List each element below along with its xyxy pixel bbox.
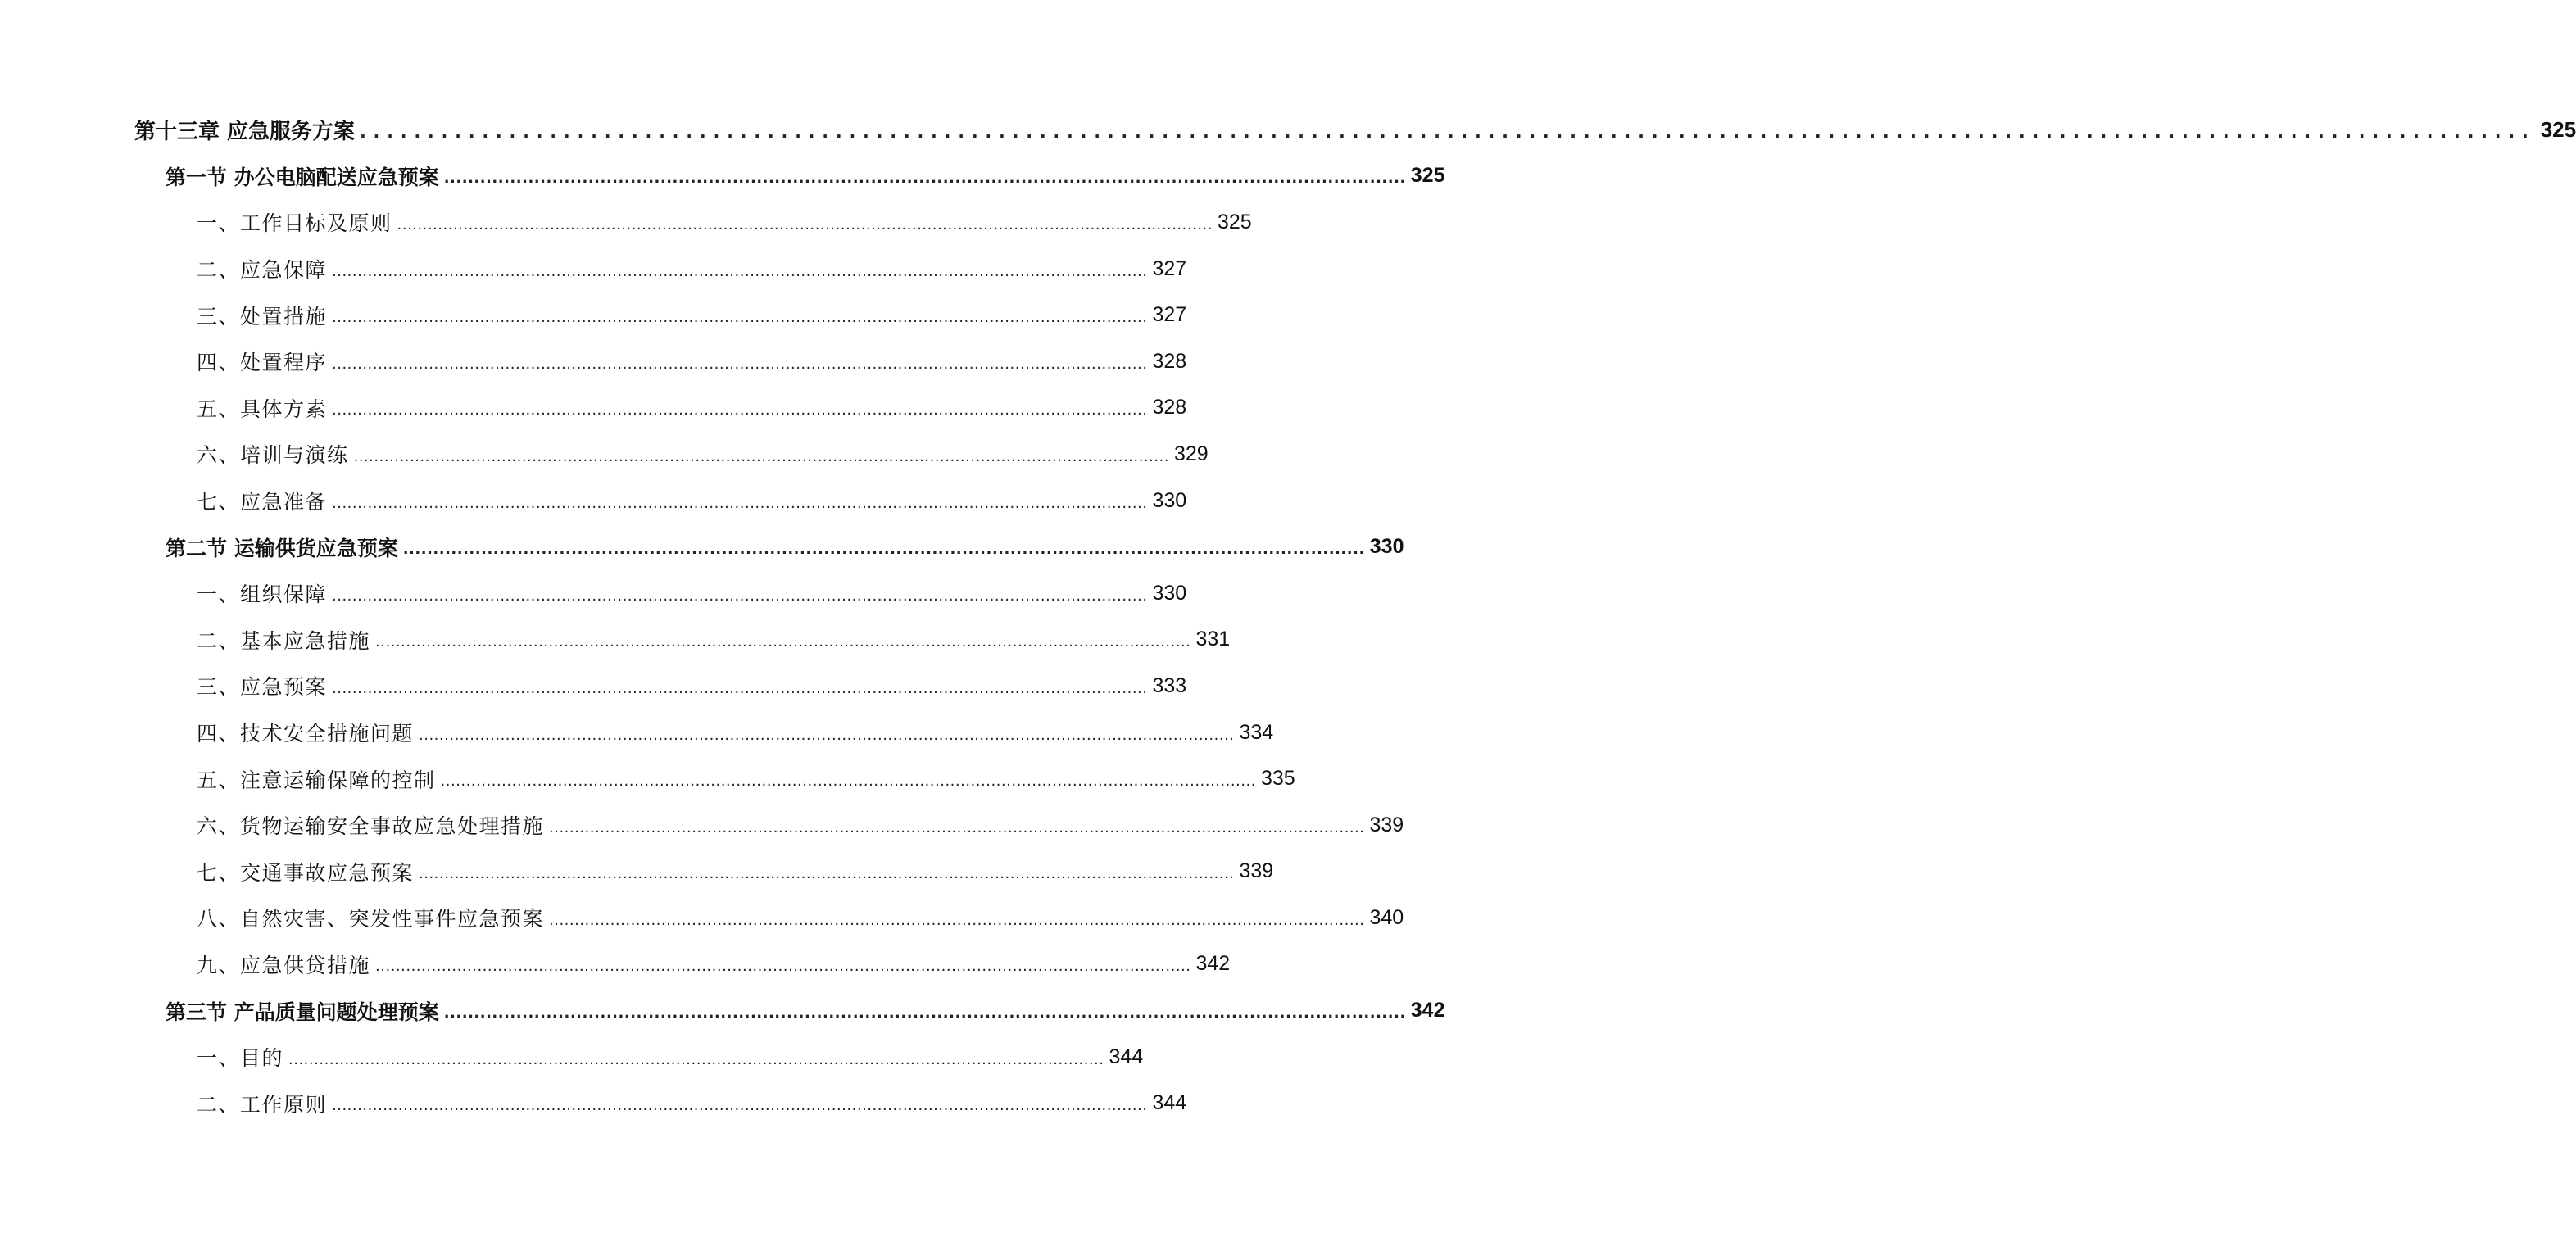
toc-entry[interactable] — [0, 153, 1445, 200]
toc-entry[interactable] — [0, 709, 1274, 756]
toc-entry-title: 一、工作目标及原则 — [197, 211, 392, 236]
toc-entry-page: 329 — [1173, 442, 1209, 465]
toc-entry[interactable] — [0, 107, 2576, 153]
toc-entry-title: 第一节 办公电脑配送应急预案 — [166, 165, 439, 189]
dot-leader: ................................................................................................................................................................ — [443, 1004, 1406, 1022]
toc-entry[interactable] — [0, 941, 1231, 988]
toc-entry-title: 九、应急供贷措施 — [197, 953, 371, 977]
toc-entry-title: 四、处置程序 — [197, 351, 328, 375]
toc-entry-page: 330 — [1369, 535, 1404, 559]
toc-entry-page: 339 — [1369, 813, 1404, 836]
toc-entry-title: 一、组织保障 — [197, 582, 328, 607]
toc-entry-page: 327 — [1152, 256, 1187, 280]
toc-entry-page: 344 — [1109, 1045, 1144, 1068]
toc-entry-title: 第十三章 应急服务方案 — [134, 119, 356, 144]
toc-entry[interactable] — [0, 617, 1231, 664]
toc-entry-page: 327 — [1152, 303, 1187, 327]
toc-entry-page: 330 — [1152, 581, 1187, 605]
toc-entry[interactable] — [0, 524, 1404, 570]
toc-entry-page: 328 — [1152, 396, 1187, 419]
toc-entry-page: 325 — [2540, 116, 2576, 142]
toc-entry-title: 六、货物运输安全事故应急处理措施 — [197, 814, 545, 839]
toc-entry-title: 一、目的 — [197, 1046, 284, 1071]
toc-entry-title: 五、具体方素 — [197, 397, 328, 421]
toc-entry-title: 二、应急保障 — [197, 258, 328, 283]
toc-entry[interactable] — [0, 570, 1187, 617]
dot-leader: ................................................................................................................................................................ — [419, 726, 1235, 744]
dot-leader: ................................................................................................................................................................ — [375, 958, 1191, 976]
toc-entry[interactable] — [0, 987, 1445, 1034]
dot-leader: ................................................................................................................................................................ — [332, 494, 1148, 512]
toc-entry-title: 五、注意运输保障的控制 — [197, 768, 436, 792]
toc-entry-page: 325 — [1410, 164, 1445, 188]
toc-entry-page: 339 — [1239, 859, 1274, 883]
toc-entry[interactable] — [0, 338, 1187, 385]
toc-entry-title: 三、处置措施 — [197, 304, 328, 329]
toc-entry-title: 二、基本应急措施 — [197, 628, 371, 653]
toc-entry-title: 第三节 产品质量问题处理预案 — [166, 999, 439, 1024]
dot-leader: ................................................................................................................................................................ — [332, 401, 1148, 419]
dot-leader: ................................................................................................................................................................ — [375, 633, 1191, 651]
toc-entry-title: 第二节 运输供货应急预案 — [166, 536, 398, 560]
toc-entry[interactable] — [0, 849, 1274, 895]
dot-leader: ................................................................................................................................................................ — [440, 773, 1256, 791]
toc-entry[interactable] — [0, 1034, 1144, 1081]
toc-entry[interactable] — [0, 1080, 1187, 1126]
toc-entry-title: 四、技术安全措施问题 — [197, 722, 415, 746]
dot-leader: ................................................................................................................................................................ — [332, 309, 1148, 327]
table-of-contents — [0, 107, 2576, 1126]
dot-leader: ................................................................................................................................................................ — [549, 818, 1365, 836]
toc-entry[interactable] — [0, 385, 1187, 432]
toc-entry[interactable] — [0, 199, 1252, 246]
toc-entry-page: 328 — [1152, 349, 1187, 373]
toc-entry-page: 325 — [1217, 210, 1252, 233]
dot-leader: ................................................................................................................................................................ — [332, 587, 1148, 605]
dot-leader: ................................................................................................................................................................ — [443, 170, 1406, 188]
toc-entry-page: 331 — [1195, 628, 1231, 651]
toc-entry-page: 342 — [1410, 999, 1445, 1022]
dot-leader: ................................................................................................................................................................ — [419, 865, 1235, 883]
toc-entry-title: 二、工作原则 — [197, 1092, 328, 1117]
toc-entry-page: 333 — [1152, 673, 1187, 697]
toc-entry-title: 八、自然灾害、突发性事件应急预案 — [197, 907, 545, 931]
dot-leader: ................................................................................................................................................................ — [549, 911, 1365, 929]
toc-entry-title: 七、应急准备 — [197, 490, 328, 514]
toc-entry[interactable] — [0, 895, 1404, 941]
dot-leader: ................................................................................................................................................................ — [332, 1097, 1148, 1115]
toc-entry[interactable] — [0, 478, 1187, 524]
toc-entry[interactable] — [0, 755, 1295, 802]
toc-entry[interactable] — [0, 246, 1187, 292]
toc-entry[interactable] — [0, 431, 1209, 478]
dot-leader: ................................................................................................................................................................ — [332, 262, 1148, 280]
toc-entry-title: 六、培训与演练 — [197, 443, 349, 468]
dot-leader: ................................................................................................................................................................ — [402, 541, 1365, 559]
dot-leader: ................................................................................................................................................................ — [332, 355, 1148, 373]
toc-entry-title: 七、交通事故应急预案 — [197, 860, 415, 885]
toc-entry[interactable] — [0, 802, 1404, 849]
toc-entry-page: 330 — [1152, 488, 1187, 512]
toc-entry[interactable] — [0, 663, 1187, 709]
toc-entry-page: 334 — [1239, 720, 1274, 744]
dot-leader: ................................................................................................................................................................ — [360, 122, 2536, 143]
dot-leader: ................................................................................................................................................................ — [353, 447, 1169, 465]
dot-leader: ................................................................................................................................................................ — [397, 215, 1213, 233]
dot-leader: ................................................................................................................................................................ — [332, 679, 1148, 697]
toc-entry-page: 335 — [1260, 767, 1295, 791]
toc-entry-page: 340 — [1369, 905, 1404, 929]
dot-leader: ................................................................................................................................................................ — [288, 1050, 1104, 1068]
toc-entry[interactable] — [0, 292, 1187, 338]
toc-entry-title: 三、应急预案 — [197, 675, 328, 700]
toc-entry-page: 344 — [1152, 1091, 1187, 1115]
toc-entry-page: 342 — [1195, 952, 1231, 976]
